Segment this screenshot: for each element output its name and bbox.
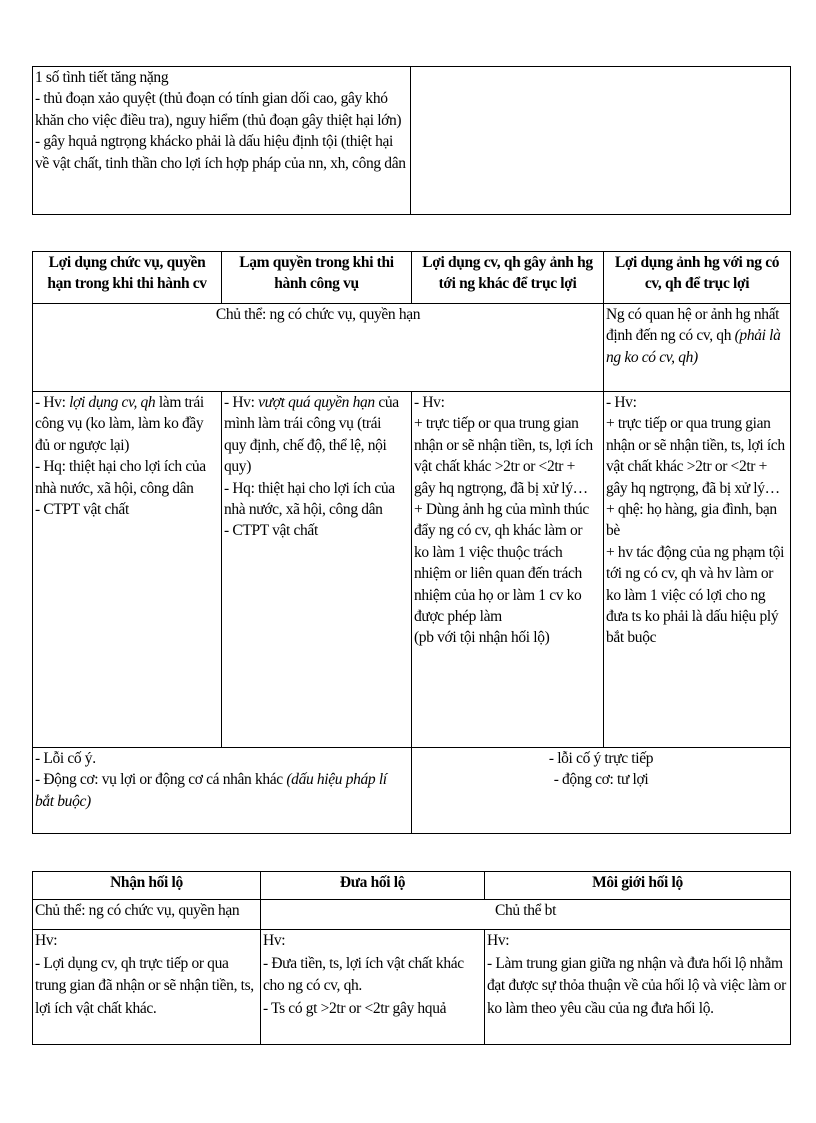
text-line: - thủ đoạn xảo quyệt (thủ đoạn có tính gian dối cao, gây khó [35, 90, 388, 108]
aggravating-circumstances-cell [33, 67, 411, 215]
conduct-row [33, 392, 791, 748]
subject-left-cell: Chủ thể: ng có chức vụ, quyền hạn [33, 900, 261, 930]
text-line: 1 số tình tiết tăng nặng [35, 69, 169, 86]
receive-bribe-cell: Hv: - Lợi dụng cv, qh trực tiếp or qua trung gian đã nhận or sẽ nhận tiền, ts, lợi ích vật chất khác. [33, 930, 261, 1045]
text-line: khăn cho việc điều tra), nguy hiểm (thủ đoạn gây thiệt hại lớn) [35, 111, 402, 129]
header-cell: Môi giới hối lộ [485, 872, 791, 900]
conduct-row [33, 930, 791, 1045]
header-cell: Lợi dụng chức vụ, quyền hạn trong khi thi hành cv [33, 252, 222, 304]
conduct-col2-cell: - Hv: vượt quá quyền hạn của mình làm trái công vụ (trái quy định, chế độ, thể lệ, nội quy) - Hq: thiệt hại cho lợi ích của nhà nước, xã hội, công dân - CTPT vật chất [222, 392, 412, 748]
empty-cell [411, 67, 791, 215]
give-bribe-cell: Hv: - Đưa tiền, ts, lợi ích vật chất khác cho ng có cv, qh. - Ts có gt >2tr or <2tr gây hquả [261, 930, 485, 1045]
header-cell: Đưa hối lộ [261, 872, 485, 900]
bribery-comparison-table [32, 871, 791, 1045]
header-row [33, 872, 791, 900]
header-cell: Lợi dụng ảnh hg với ng có cv, qh để trục lợi [604, 252, 791, 304]
broker-bribe-cell: Hv: - Làm trung gian giữa ng nhận và đưa hối lộ nhằm đạt được sự thỏa thuận về của hối lộ và việc làm or ko làm theo yêu cầu của ng đưa hối lộ. [485, 930, 791, 1045]
subject-shared-cell: Chủ thể: ng có chức vụ, quyền hạn [33, 304, 604, 392]
conduct-col4-cell: - Hv: + trực tiếp or qua trung gian nhận or sẽ nhận tiền, ts, lợi ích vật chất khác >2tr or <2tr + gây hq ngtrọng, đã bị xử lý… + qhệ: họ hàng, gia đình, bạn bè + hv tác động của ng phạm tội tới ng có cv, qh và hv làm or ko làm 1 việc có lợi cho ng đưa ts ko phải là dấu hiệu plý bắt buộc [604, 392, 791, 748]
header-row [33, 252, 791, 304]
fault-row [33, 748, 791, 834]
subject-row [33, 304, 791, 392]
text-line: - gây hquả ngtrọng khácko phải là dấu hiệu định tội (thiệt hại [35, 133, 393, 151]
subject-col4-cell: Ng có quan hệ or ảnh hg nhất định đến ng có cv, qh (phải là ng ko có cv, qh) [604, 304, 791, 392]
fault-left-cell: - Lỗi cố ý. - Động cơ: vụ lợi or động cơ cá nhân khác (dấu hiệu pháp lí bắt buộc) [33, 748, 412, 834]
abuse-of-office-comparison-table [32, 251, 791, 834]
header-cell: Lạm quyền trong khi thi hành công vụ [222, 252, 412, 304]
header-cell: Lợi dụng cv, qh gây ảnh hg tới ng khác để trục lợi [412, 252, 604, 304]
conduct-col3-cell: - Hv: + trực tiếp or qua trung gian nhận or sẽ nhận tiền, ts, lợi ích vật chất khác >2tr or <2tr + gây hq ngtrọng, đã bị xử lý… + Dùng ảnh hg của mình thúc đẩy ng có cv, qh khác làm or ko làm 1 việc thuộc trách nhiệm or liên quan đến trách nhiệm của họ or làm 1 cv ko được phép làm (pb với tội nhận hối lộ) [412, 392, 604, 748]
subject-right-cell: Chủ thể bt [261, 900, 791, 930]
aggravating-circumstances-table [32, 66, 791, 215]
subject-row [33, 900, 791, 930]
fault-right-cell: - lỗi cố ý trực tiếp - động cơ: tư lợi [412, 748, 791, 834]
text-line: về vật chất, tinh thần cho lợi ích hợp pháp của nn, xh, công dân [35, 154, 406, 172]
conduct-col1-cell: - Hv: lợi dụng cv, qh làm trái công vụ (ko làm, làm ko đầy đủ or ngược lại) - Hq: thiệt hại cho lợi ích của nhà nước, xã hội, công dân - CTPT vật chất [33, 392, 222, 748]
header-cell: Nhận hối lộ [33, 872, 261, 900]
